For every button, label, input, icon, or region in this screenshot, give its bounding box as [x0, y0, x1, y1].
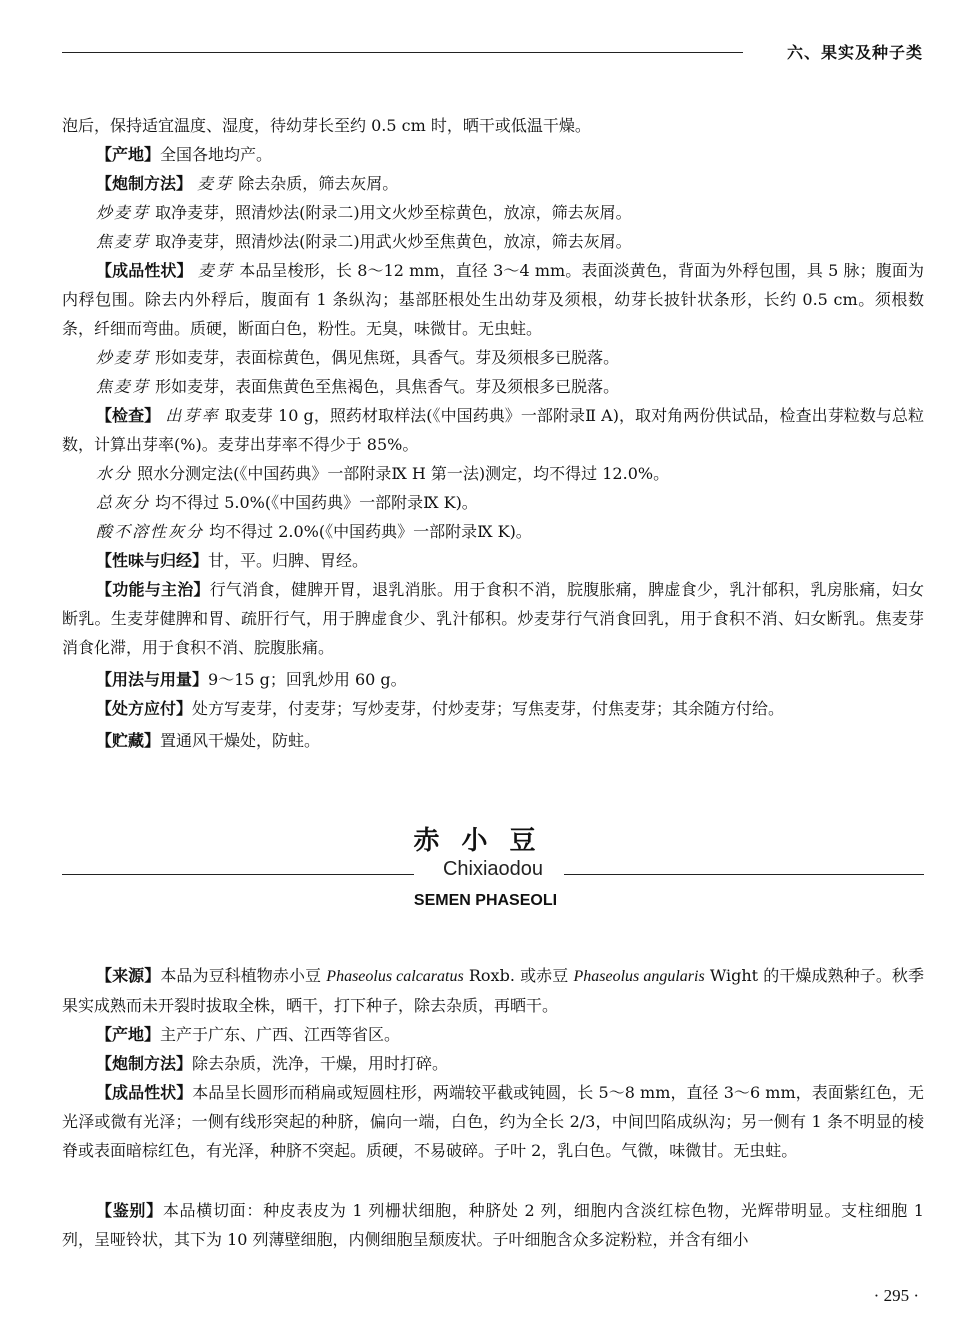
- prescription-paragraph: [62, 694, 924, 723]
- processing-text: 除去杂质，筛去灰屑。: [238, 174, 399, 193]
- fried-props-paragraph: [62, 343, 924, 372]
- source-latin-b: Phaseolus angularis: [573, 968, 705, 985]
- acid-ash-text: 均不得过 2.0%(《中国药典》一部附录Ⅸ K)。: [209, 522, 532, 541]
- ash-sub: 总灰分: [96, 493, 151, 512]
- dosage-tag: 【用法与用量】: [96, 670, 209, 689]
- fried-props-sub: 炒麦芽: [96, 348, 151, 367]
- source-text-c: Wight 的干燥成熟种子。秋季果实成熟而未开裂时拔取全株，晒干，打下种子，除去杂质，再晒干。: [62, 966, 924, 1015]
- acid-ash-sub: 酸不溶性灰分: [96, 522, 205, 541]
- function-tag: 【功能与主治】: [96, 580, 210, 599]
- moisture-paragraph: [62, 459, 924, 488]
- charred-text: 取净麦芽，照清炒法(附录二)用武火炒至焦黄色，放凉，筛去灰屑。: [155, 232, 632, 251]
- origin2-paragraph: [62, 1020, 924, 1049]
- processing2-tag: 【炮制方法】: [96, 1054, 193, 1073]
- pinyin-name: Chixiaodou: [442, 858, 544, 880]
- continuation-paragraph: 泡后，保持适宜温度、湿度，待幼芽长至约 0.5 cm 时，晒干或低温干燥。: [62, 116, 591, 135]
- storage-paragraph: [62, 726, 924, 755]
- monograph-title: 赤小豆: [413, 826, 558, 856]
- properties-tag: 【成品性状】: [96, 261, 193, 280]
- origin-tag: 【产地】: [96, 145, 161, 164]
- fried-text: 取净麦芽，照清炒法(附录二)用文火炒至棕黄色，放凉，筛去灰屑。: [155, 203, 632, 222]
- identification-tag: 【鉴别】: [96, 1201, 163, 1220]
- charred-props-paragraph: [62, 372, 924, 401]
- source-text-b: Roxb. 或赤豆: [463, 966, 574, 985]
- charred-props-text: 形如麦芽，表面焦黄色至焦褐色，具焦香气。芽及须根多已脱落。: [155, 377, 620, 396]
- moisture-sub: 水分: [96, 464, 133, 483]
- origin2-tag: 【产地】: [96, 1025, 161, 1044]
- processing-tag: 【炮制方法】: [96, 174, 193, 193]
- inspection-sub: 出芽率: [165, 406, 220, 425]
- nature-text: 甘，平。归脾、胃经。: [208, 551, 369, 570]
- latin-name: SEMEN PHASEOLI: [413, 892, 558, 909]
- prescription-text: 处方写麦芽，付麦芽；写炒麦芽，付炒麦芽；写焦麦芽，付焦麦芽；其余随方付给。: [192, 699, 785, 718]
- properties-paragraph: [62, 256, 924, 343]
- processing2-paragraph: [62, 1049, 924, 1078]
- source-tag: 【来源】: [96, 966, 161, 985]
- charred-props-sub: 焦麦芽: [96, 377, 151, 396]
- title-rule-right: [564, 874, 924, 875]
- dosage-paragraph: [62, 665, 924, 694]
- properties2-paragraph: [62, 1078, 924, 1165]
- processing-paragraph: [62, 169, 924, 198]
- function-text: 行气消食，健脾开胃，退乳消胀。用于食积不消，脘腹胀痛，脾虚食少，乳汁郁积，乳房胀痛，妇女断乳。生麦芽健脾和胃、疏肝行气，用于脾虚食少、乳汁郁积。炒麦芽行气消食回乳，用于食积不消、妇女断乳。焦麦芽消食化滞，用于食积不消、脘腹胀痛。: [62, 580, 924, 657]
- fried-props-text: 形如麦芽，表面棕黄色，偶见焦斑，具香气。芽及须根多已脱落。: [155, 348, 620, 367]
- prescription-tag: 【处方应付】: [96, 699, 193, 718]
- inspection-paragraph: [62, 401, 924, 459]
- source-paragraph: [62, 961, 924, 1020]
- properties-sub: 麦芽: [197, 261, 235, 280]
- page-number: · 295 ·: [873, 1286, 919, 1305]
- inspection-tag: 【检查】: [96, 406, 161, 425]
- processing-sub: 麦芽: [197, 174, 234, 193]
- nature-paragraph: [62, 546, 924, 575]
- charred-sub: 焦麦芽: [96, 232, 151, 251]
- pinyin-row: [62, 858, 924, 888]
- ash-text: 均不得过 5.0%(《中国药典》一部附录Ⅸ K)。: [155, 493, 478, 512]
- identification-paragraph: [62, 1196, 924, 1254]
- storage-tag: 【贮藏】: [96, 731, 161, 750]
- header-rule: [62, 52, 743, 53]
- properties-text: 本品呈梭形，长 8～12 mm，直径 3～4 mm。表面淡黄色，背面为外稃包围，具 5 脉；腹面为内稃包围。除去内外稃后，腹面有 1 条纵沟；基部胚根处生出幼芽及须根，幼芽长披针状条形，长约 0.5 cm。须根数条，纤细而弯曲。质硬，断面白色，粉性。无臭，味微甘。无虫蛀。: [62, 261, 924, 338]
- charred-paragraph: [62, 227, 924, 256]
- properties2-tag: 【成品性状】: [96, 1083, 193, 1102]
- source-latin-a: Phaseolus calcaratus: [326, 968, 464, 985]
- inspection-text: 取麦芽 10 g，照药材取样法(《中国药典》一部附录Ⅱ A)，取对角两份供试品，检查出芽粒数与总粒数，计算出芽率(%)。麦芽出芽率不得少于 85%。: [62, 406, 924, 454]
- nature-tag: 【性味与归经】: [96, 551, 209, 570]
- fried-sub: 炒麦芽: [96, 203, 151, 222]
- identification-text: 本品横切面：种皮表皮为 1 列栅状细胞，种脐处 2 列，细胞内含淡红棕色物，光辉带明显。支柱细胞 1 列，呈哑铃状，其下为 10 列薄壁细胞，内侧细胞呈颓废状。子叶细胞含众多淀粉粒，并含有细小: [62, 1201, 924, 1249]
- processing2-text: 除去杂质，洗净，干燥，用时打碎。: [192, 1054, 449, 1073]
- fried-paragraph: [62, 198, 924, 227]
- ash-paragraph: [62, 488, 924, 517]
- function-paragraph: [62, 575, 924, 662]
- origin-paragraph: [62, 140, 924, 169]
- source-text-a: 本品为豆科植物赤小豆: [160, 966, 327, 985]
- storage-text: 置通风干燥处，防蛀。: [160, 731, 321, 750]
- origin2-text: 主产于广东、广西、江西等省区。: [160, 1025, 401, 1044]
- properties2-text: 本品呈长圆形而稍扁或短圆柱形，两端较平截或钝圆，长 5～8 mm，直径 3～6 mm，表面紫红色，无光泽或微有光泽；一侧有线形突起的种脐，偏向一端，白色，约为全长 2/3，中间凹陷成纵沟；另一侧有 1 条不明显的棱脊或表面暗棕红色，有光泽，种脐不突起。质硬，不易破碎。子叶 2，乳白色。气微，味微甘。无虫蛀。: [62, 1083, 924, 1160]
- acid-ash-paragraph: [62, 517, 924, 546]
- origin-text: 全国各地均产。: [160, 145, 273, 164]
- chapter-header: 六、果实及种子类: [786, 43, 923, 62]
- dosage-text: 9～15 g；回乳炒用 60 g。: [208, 670, 407, 689]
- moisture-text: 照水分测定法(《中国药典》一部附录Ⅸ H 第一法)测定，均不得过 12.0%。: [137, 464, 670, 483]
